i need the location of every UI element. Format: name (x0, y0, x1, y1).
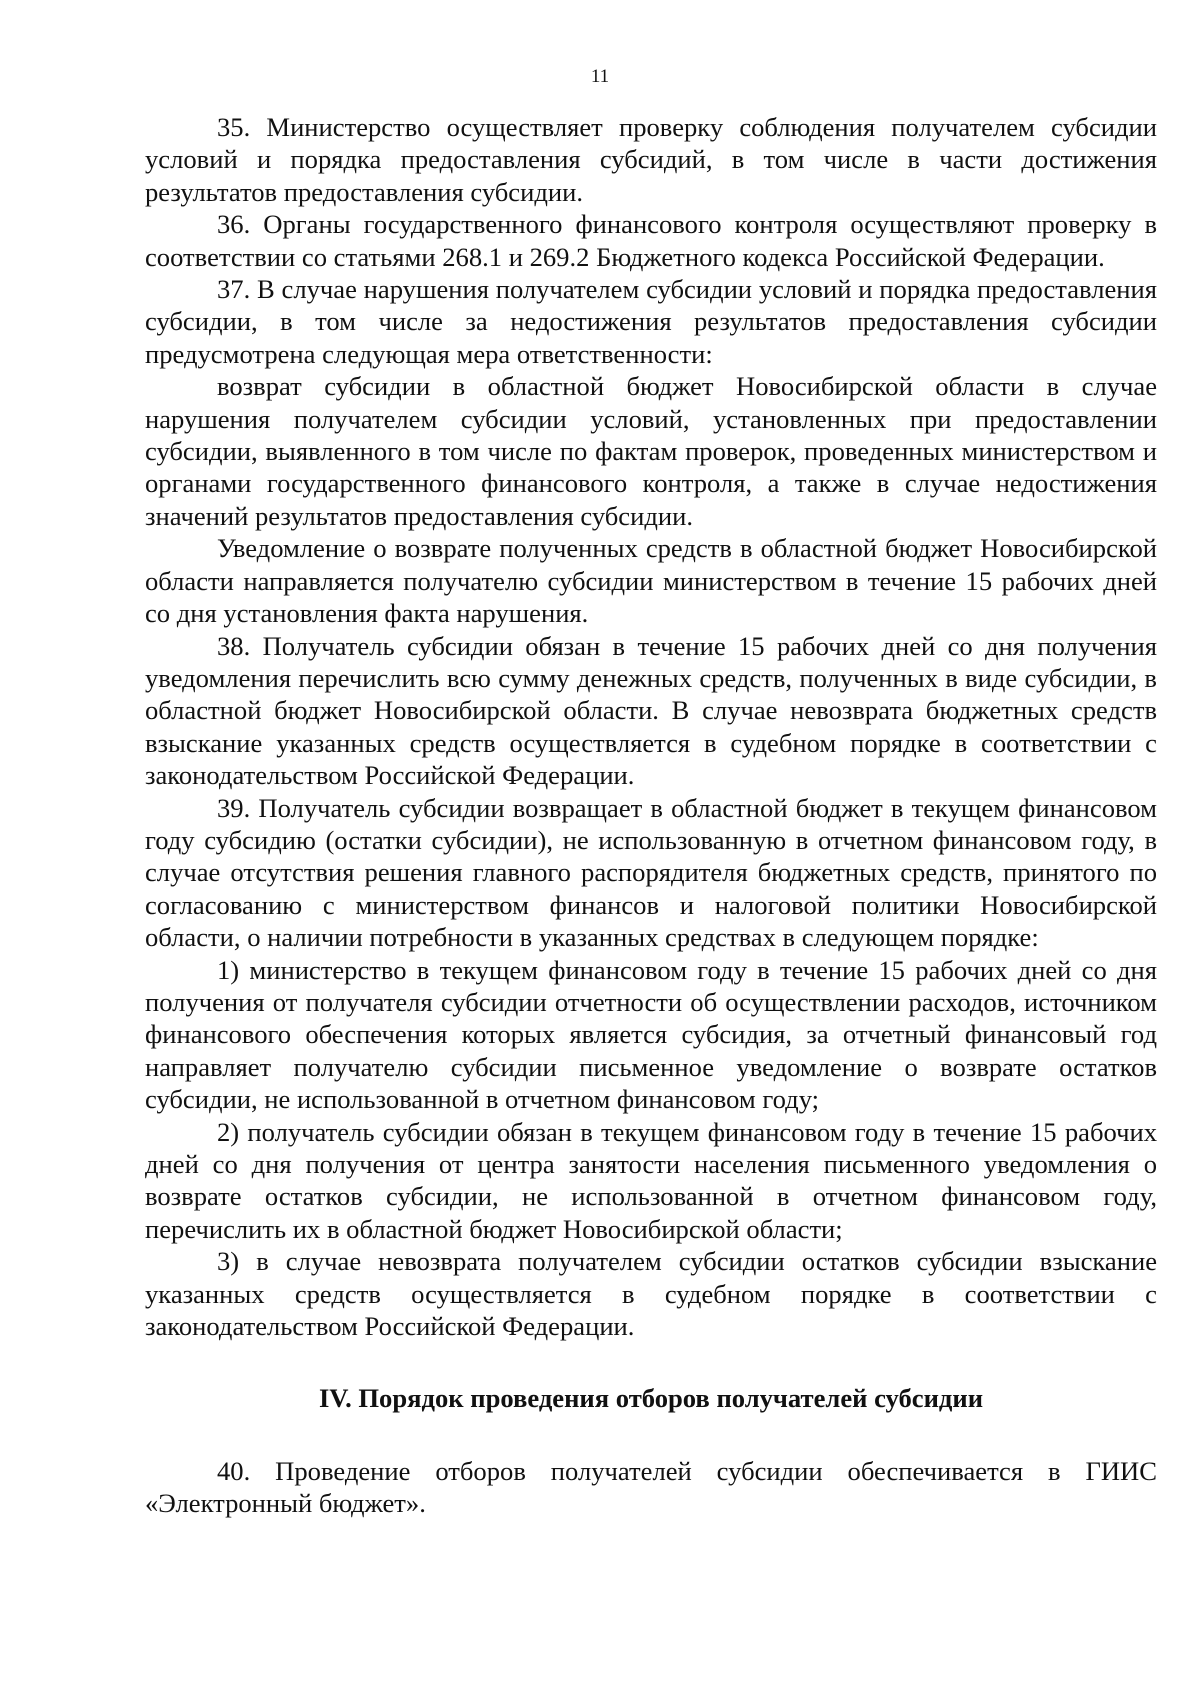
section-heading: IV. Порядок проведения отборов получателей субсидии (318, 1383, 984, 1414)
paragraph-38: 38. Получатель субсидии обязан в течение 15 рабочих дней со дня получения уведомления перечислить всю сумму денежных средств, полученных в виде субсидии, в областной бюджет Новосибирской области. В случае невозврата бюджетных средств взыскание указанных средств осуществляется в судебном порядке в соответствии с законодательством Российской Федерации. (145, 630, 1157, 791)
paragraph-40: 40. Проведение отборов получателей субсидии обеспечивается в ГИИС «Электронный бюджет». (145, 1455, 1157, 1519)
paragraph-39-item-1: 1) министерство в текущем финансовом году в течение 15 рабочих дней со дня получения от получателя субсидии отчетности об осуществлении расходов, источником финансового обеспечения которых является субсидия, за отчетный финансовый год направляет получателю субсидии письменное уведомление о возврате остатков субсидии, не использованной в отчетном финансовом году; (145, 954, 1157, 1115)
paragraph-37: 37. В случае нарушения получателем субсидии условий и порядка предоставления субсидии, в том числе за недостижения результатов предоставления субсидии предусмотрена следующая мера ответственности: (145, 274, 1157, 369)
paragraph-37-refund: возврат субсидии в областной бюджет Новосибирской области в случае нарушения получателем субсидии условий, установленных при предоставлении субсидии, выявленного в том числе по фактам проверок, проведенных министерством и органами государственного финансового контроля, а также в случае недостижения значений результатов предоставления субсидии. (145, 371, 1157, 531)
paragraph-36: 36. Органы государственного финансового контроля осуществляют проверку в соответствии со статьями 268.1 и 269.2 Бюджетного кодекса Российской Федерации. (145, 209, 1157, 272)
paragraph-37-notice: Уведомление о возврате полученных средств в областной бюджет Новосибирской области направляется получателю субсидии министерством в течение 15 рабочих дней со дня установления факта нарушения. (145, 533, 1157, 629)
document-body (145, 111, 1157, 1520)
paragraph-39-item-3: 3) в случае невозврата получателем субсидии остатков субсидии взыскание указанных средств осуществляется в судебном порядке в соответствии с законодательством Российской Федерации. (145, 1246, 1157, 1342)
paragraph-39: 39. Получатель субсидии возвращает в областной бюджет в текущем финансовом году субсидию (остатки субсидии), не использованную в отчетном финансовом году, в случае отсутствия решения главного распорядителя бюджетных средств, принятого по согласованию с министерством финансов и налоговой политики Новосибирской области, о наличии потребности в указанных средствах в следующем порядке: (145, 792, 1157, 953)
paragraph-39-item-2: 2) получатель субсидии обязан в текущем финансовом году в течение 15 рабочих дней со дня получения от центра занятости населения письменного уведомления о возврате остатков субсидии, не использованной в отчетном финансовом году, перечислить их в областной бюджет Новосибирской области; (145, 1116, 1157, 1244)
page-number: 11 (590, 66, 610, 87)
paragraph-35: 35. Министерство осуществляет проверку соблюдения получателем субсидии условий и порядка предоставления субсидий, в том числе в части достижения результатов предоставления субсидии. (145, 112, 1157, 207)
